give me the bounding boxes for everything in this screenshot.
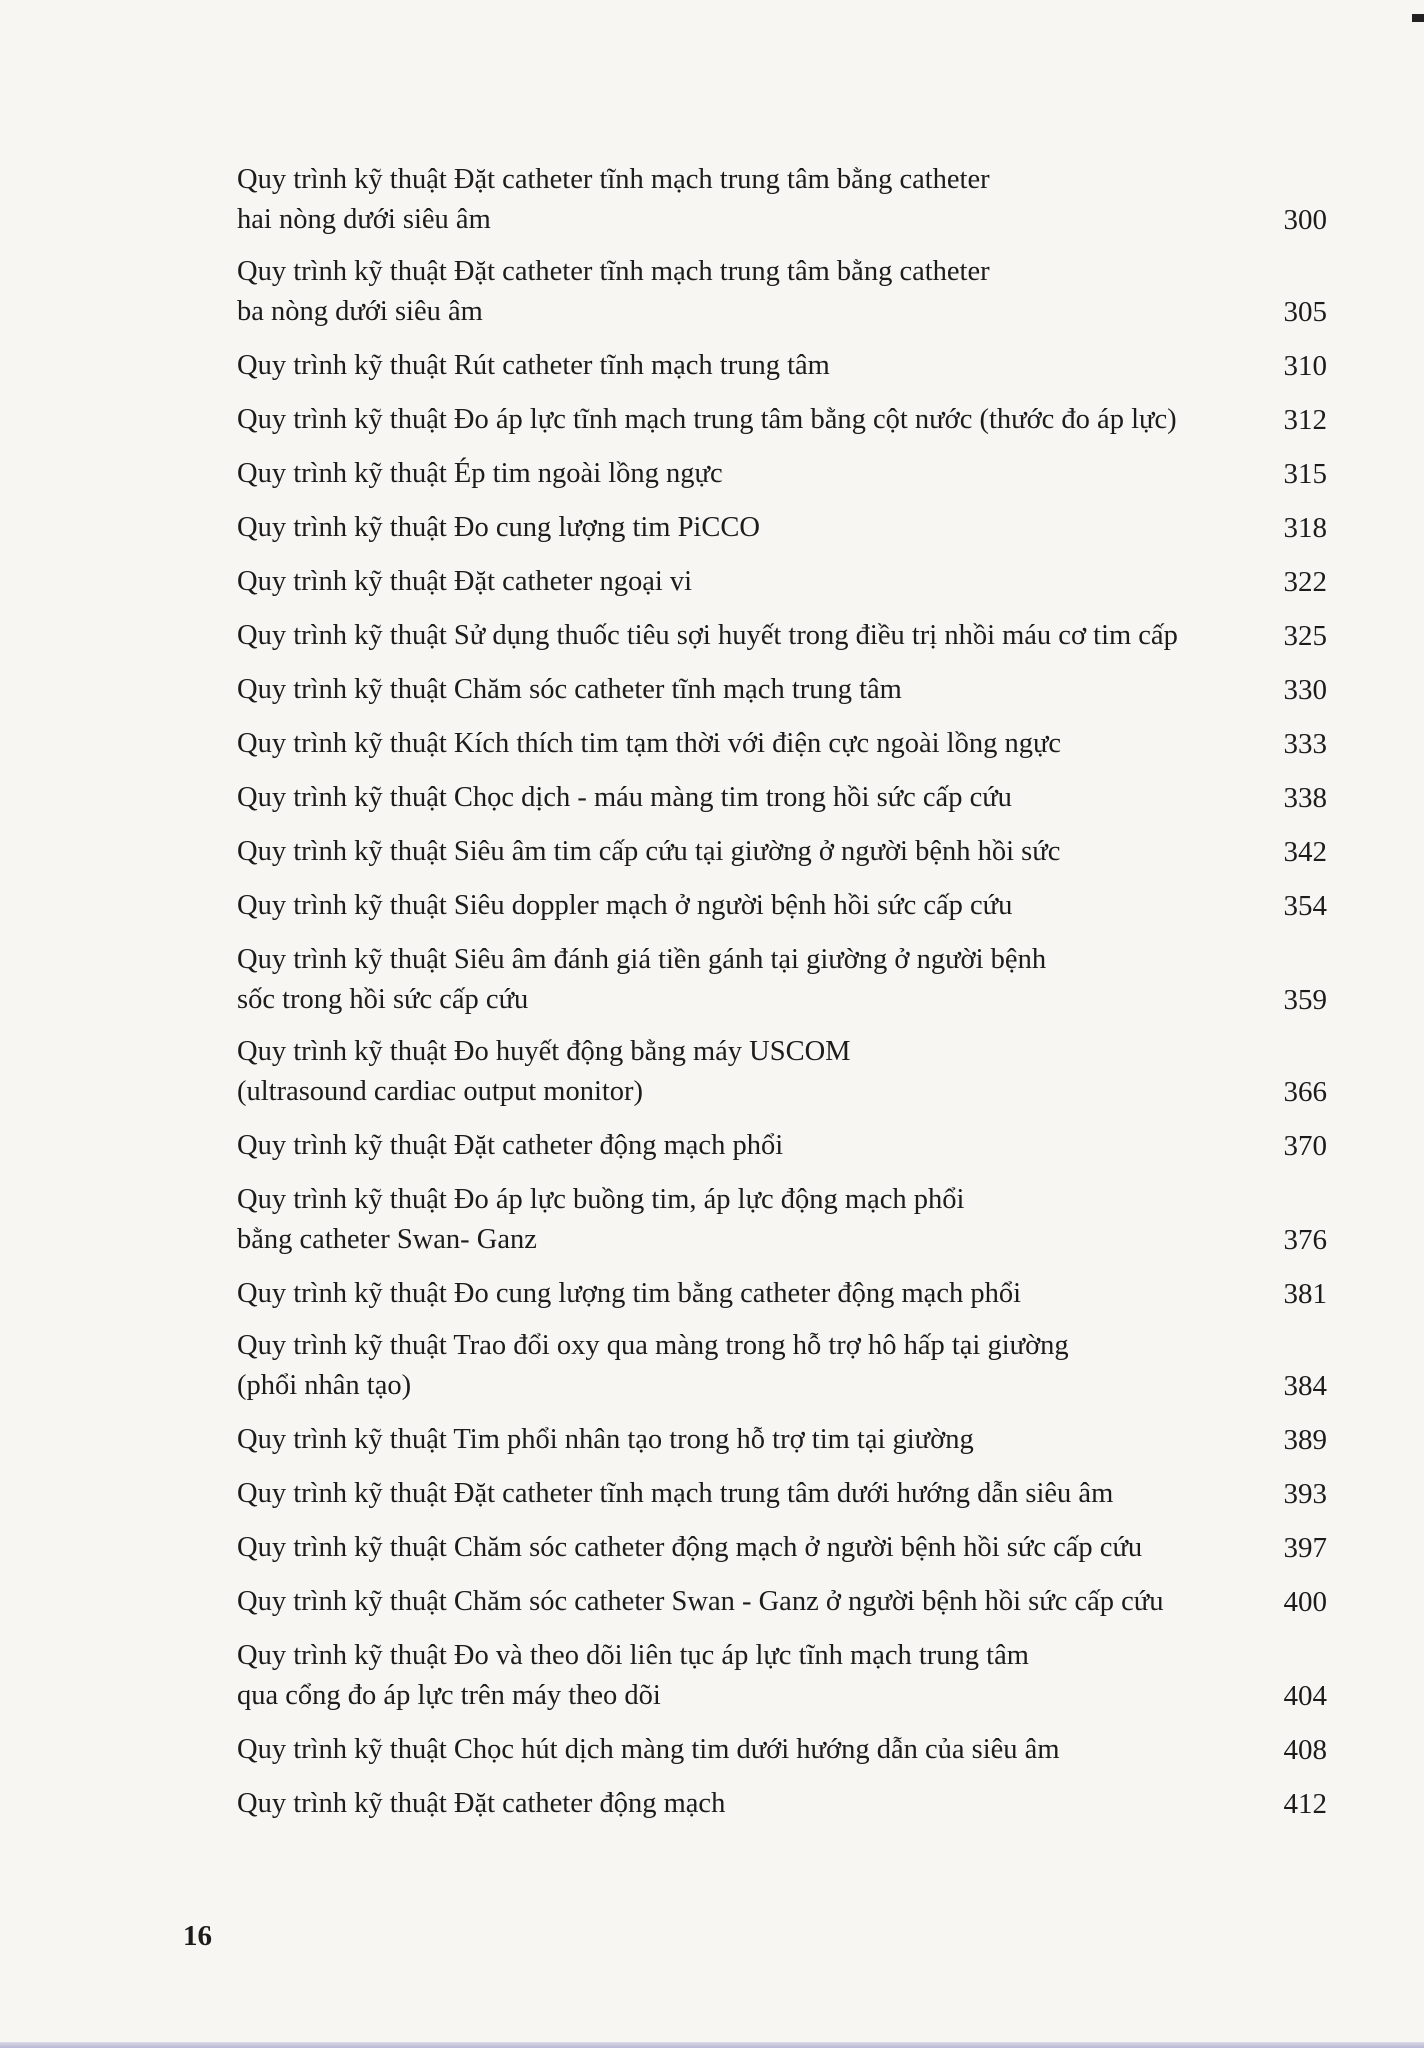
toc-entry-title: Quy trình kỹ thuật Đặt catheter tĩnh mạch trung tâm bằng catheter hai nòng dưới siêu âm <box>237 164 990 235</box>
toc-entry <box>237 1636 1327 1716</box>
toc-entry <box>237 940 1327 1020</box>
toc-entry <box>237 1582 1327 1622</box>
toc-entry <box>237 670 1327 710</box>
toc-entry-title: Quy trình kỹ thuật Đo áp lực tĩnh mạch trung tâm bằng cột nước (thước đo áp lực) <box>237 404 1177 435</box>
toc-entry <box>237 1784 1327 1824</box>
toc-entry-page: 325 <box>1283 620 1327 652</box>
toc-entry-page: 305 <box>1283 296 1327 328</box>
toc-entry-page: 300 <box>1283 204 1327 236</box>
toc-entry-page: 393 <box>1283 1478 1327 1510</box>
toc-entry <box>237 1274 1327 1314</box>
toc-entry <box>237 832 1327 872</box>
toc-entry <box>237 508 1327 548</box>
toc-entry <box>237 616 1327 656</box>
toc-entry-title: Quy trình kỹ thuật Đặt catheter tĩnh mạch trung tâm dưới hướng dẫn siêu âm <box>237 1478 1114 1509</box>
toc-entry-page: 312 <box>1283 404 1327 436</box>
toc-entry-page: 322 <box>1283 566 1327 598</box>
toc-entry-page: 366 <box>1283 1076 1327 1108</box>
toc-entry-page: 381 <box>1283 1278 1327 1310</box>
toc-entry-page: 384 <box>1283 1370 1327 1402</box>
toc-entry-title: Quy trình kỹ thuật Đặt catheter tĩnh mạch trung tâm bằng catheter ba nòng dưới siêu âm <box>237 256 990 327</box>
toc-entry-title: Quy trình kỹ thuật Siêu âm đánh giá tiền gánh tại giường ở người bệnh sốc trong hồi sức cấp cứu <box>237 944 1047 1015</box>
toc-entry-title: Quy trình kỹ thuật Rút catheter tĩnh mạch trung tâm <box>237 350 830 381</box>
toc-entry-page: 354 <box>1283 890 1327 922</box>
toc-entry-title: Quy trình kỹ thuật Đo huyết động bằng máy USCOM (ultrasound cardiac output monitor) <box>237 1036 851 1107</box>
toc-entry-title: Quy trình kỹ thuật Kích thích tim tạm thời với điện cực ngoài lồng ngực <box>237 728 1062 759</box>
toc-entry-title: Quy trình kỹ thuật Tim phổi nhân tạo trong hỗ trợ tim tại giường <box>237 1424 974 1455</box>
toc-entry-title: Quy trình kỹ thuật Đo áp lực buồng tim, áp lực động mạch phổi bằng catheter Swan- Ganz <box>237 1184 965 1255</box>
toc-entry <box>237 1326 1327 1406</box>
toc-entry-page: 412 <box>1283 1788 1327 1820</box>
toc-entry <box>237 724 1327 764</box>
toc-entry-page: 376 <box>1283 1224 1327 1256</box>
toc-entry <box>237 252 1327 332</box>
toc-entry-title: Quy trình kỹ thuật Đặt catheter động mạch <box>237 1788 726 1819</box>
toc-entry <box>237 778 1327 818</box>
toc-entry-title: Quy trình kỹ thuật Chọc hút dịch màng tim dưới hướng dẫn của siêu âm <box>237 1734 1060 1765</box>
toc-entry-title: Quy trình kỹ thuật Chăm sóc catheter Swan - Ganz ở người bệnh hồi sức cấp cứu <box>237 1586 1164 1617</box>
toc-entry <box>237 1420 1327 1460</box>
toc-entry <box>237 400 1327 440</box>
toc-entry-page: 333 <box>1283 728 1327 760</box>
toc-entry <box>237 160 1327 240</box>
toc-entry-title: Quy trình kỹ thuật Siêu doppler mạch ở người bệnh hồi sức cấp cứu <box>237 890 1013 921</box>
toc-entry-title: Quy trình kỹ thuật Đo và theo dõi liên tục áp lực tĩnh mạch trung tâm qua cổng đo áp lực trên máy theo dõi <box>237 1640 1029 1711</box>
table-of-contents <box>237 160 1327 1824</box>
toc-entry-page: 318 <box>1283 512 1327 544</box>
toc-entry-page: 338 <box>1283 782 1327 814</box>
toc-entry-page: 330 <box>1283 674 1327 706</box>
scan-bottom-edge <box>0 2042 1424 2048</box>
toc-entry <box>237 1528 1327 1568</box>
toc-entry-title: Quy trình kỹ thuật Đặt catheter động mạch phổi <box>237 1130 784 1161</box>
toc-entry-title: Quy trình kỹ thuật Ép tim ngoài lồng ngực <box>237 458 723 489</box>
toc-entry-page: 404 <box>1283 1680 1327 1712</box>
toc-entry <box>237 1730 1327 1770</box>
toc-entry-page: 310 <box>1283 350 1327 382</box>
toc-entry-title: Quy trình kỹ thuật Đo cung lượng tim bằng catheter động mạch phổi <box>237 1278 1022 1309</box>
toc-entry <box>237 346 1327 386</box>
toc-entry-title: Quy trình kỹ thuật Đặt catheter ngoại vi <box>237 566 693 597</box>
toc-entry-page: 389 <box>1283 1424 1327 1456</box>
toc-entry <box>237 1474 1327 1514</box>
toc-entry-page: 342 <box>1283 836 1327 868</box>
toc-entry <box>237 886 1327 926</box>
toc-entry <box>237 1126 1327 1166</box>
toc-entry-page: 359 <box>1283 984 1327 1016</box>
page-number: 16 <box>183 1920 212 1952</box>
toc-entry-page: 408 <box>1283 1734 1327 1766</box>
toc-entry <box>237 1032 1327 1112</box>
toc-entry-page: 397 <box>1283 1532 1327 1564</box>
toc-entry-page: 400 <box>1283 1586 1327 1618</box>
toc-entry <box>237 1180 1327 1260</box>
toc-entry <box>237 562 1327 602</box>
toc-entry <box>237 454 1327 494</box>
scan-corner-mark <box>1412 14 1424 22</box>
toc-entry-title: Quy trình kỹ thuật Chăm sóc catheter động mạch ở người bệnh hồi sức cấp cứu <box>237 1532 1143 1563</box>
toc-entry-title: Quy trình kỹ thuật Chọc dịch - máu màng tim trong hồi sức cấp cứu <box>237 782 1012 813</box>
toc-entry-title: Quy trình kỹ thuật Siêu âm tim cấp cứu tại giường ở người bệnh hồi sức <box>237 836 1061 867</box>
toc-entry-title: Quy trình kỹ thuật Đo cung lượng tim PiCCO <box>237 512 760 543</box>
toc-entry-page: 315 <box>1283 458 1327 490</box>
toc-entry-page: 370 <box>1283 1130 1327 1162</box>
toc-entry-title: Quy trình kỹ thuật Sử dụng thuốc tiêu sợi huyết trong điều trị nhồi máu cơ tim cấp <box>237 620 1178 651</box>
toc-entry-title: Quy trình kỹ thuật Chăm sóc catheter tĩnh mạch trung tâm <box>237 674 902 705</box>
toc-entry-title: Quy trình kỹ thuật Trao đổi oxy qua màng trong hỗ trợ hô hấp tại giường (phổi nhân tạo) <box>237 1330 1069 1401</box>
